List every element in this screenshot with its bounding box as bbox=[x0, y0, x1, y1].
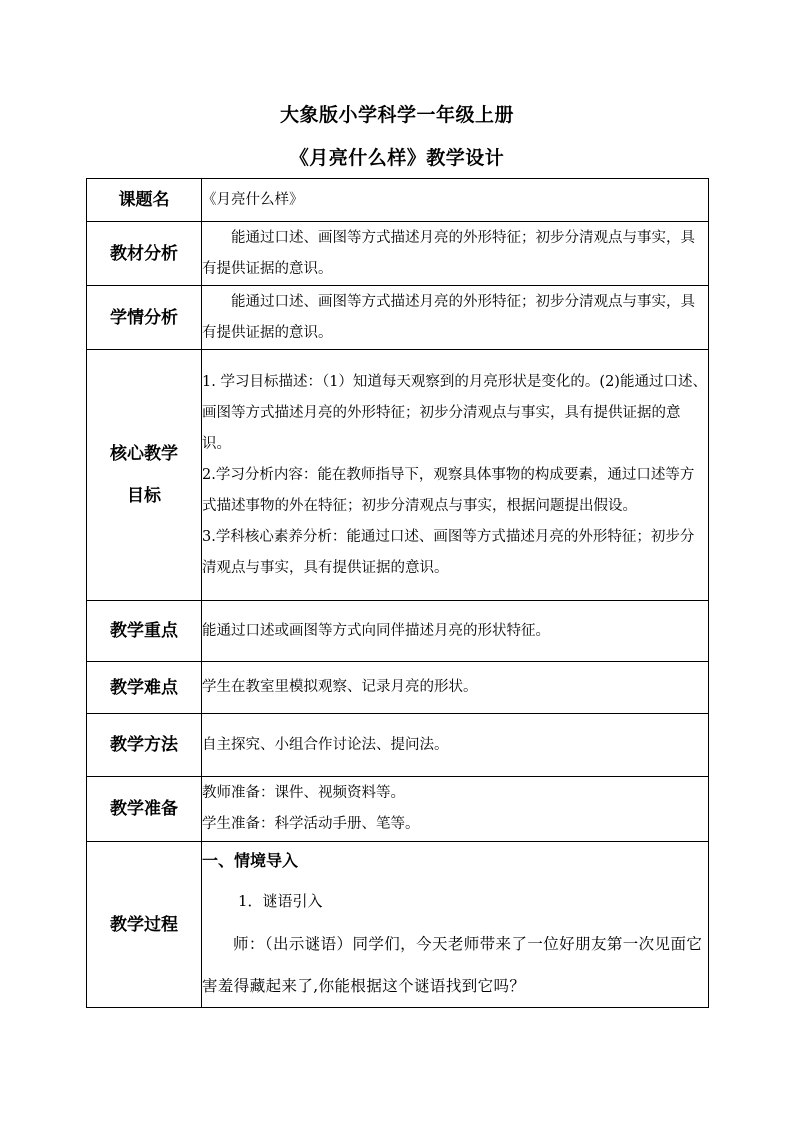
textbook-analysis-label: 教材分析 bbox=[87, 222, 202, 286]
topic-label: 课题名 bbox=[87, 179, 202, 222]
student-analysis-label: 学情分析 bbox=[87, 286, 202, 350]
core-goal-item-1: 1. 学习目标描述：（1）知道每天观察到的月亮形状是变化的。(2)能通过口述、画图等方式描述月亮的外形特征；初步分清观点与事实，具有提供证据的意识。 bbox=[202, 373, 707, 452]
process-text: 师：（出示谜语）同学们，今天老师带来了一位好朋友第一次见面它害羞得藏起来了,你能根据这个谜语找到它吗？ bbox=[202, 934, 703, 995]
document-title bbox=[0, 100, 794, 173]
row-preparation bbox=[87, 777, 709, 842]
textbook-analysis-text: 能通过口述、画图等方式描述月亮的外形特征；初步分清观点与事实，具有提供证据的意识。 bbox=[202, 229, 695, 277]
core-goal-item-2: 2.学习分析内容：能在教师指导下，观察具体事物的构成要素，通过口述等方式描述事物的外在特征；初步分清观点与事实，根据问题提出假设。 bbox=[202, 466, 695, 514]
lesson-plan-table bbox=[86, 178, 709, 1008]
key-points-text: 能通过口述或画图等方式向同伴描述月亮的形状特征。 bbox=[202, 601, 709, 662]
core-goal-item-3: 3.学科核心素养分析：能通过口述、画图等方式描述月亮的外形特征；初步分清观点与事实，具有提供证据的意识。 bbox=[202, 528, 695, 576]
difficulties-label: 教学难点 bbox=[87, 662, 202, 714]
core-goals-label-line-2: 目标 bbox=[127, 486, 161, 506]
preparation-teacher: 教师准备：课件、视频资料等。 bbox=[202, 785, 405, 801]
row-core-goals bbox=[87, 350, 709, 601]
row-topic bbox=[87, 179, 709, 222]
methods-text: 自主探究、小组合作讨论法、提问法。 bbox=[202, 714, 709, 777]
row-key-points bbox=[87, 601, 709, 662]
row-difficulties bbox=[87, 662, 709, 714]
preparation-label: 教学准备 bbox=[87, 777, 202, 842]
title-line-2: 《月亮什么样》教学设计 bbox=[289, 147, 505, 169]
process-heading: 一、情境导入 bbox=[202, 850, 299, 870]
student-analysis-text: 能通过口述、画图等方式描述月亮的外形特征；初步分清观点与事实，具有提供证据的意识。 bbox=[202, 293, 695, 341]
title-line-1: 大象版小学科学一年级上册 bbox=[279, 104, 514, 126]
difficulties-text: 学生在教室里模拟观察、记录月亮的形状。 bbox=[202, 662, 709, 714]
core-goals-label-line-1: 核心教学 bbox=[110, 444, 178, 464]
row-student-analysis bbox=[87, 286, 709, 350]
methods-label: 教学方法 bbox=[87, 714, 202, 777]
row-methods bbox=[87, 714, 709, 777]
process-label: 教学过程 bbox=[87, 842, 202, 1008]
row-textbook-analysis bbox=[87, 222, 709, 286]
process-subheading: 1．谜语引入 bbox=[238, 891, 323, 910]
row-process bbox=[87, 842, 709, 1008]
topic-value: 《月亮什么样》 bbox=[202, 179, 709, 222]
key-points-label: 教学重点 bbox=[87, 601, 202, 662]
preparation-student: 学生准备：科学活动手册、笔等。 bbox=[202, 816, 420, 832]
